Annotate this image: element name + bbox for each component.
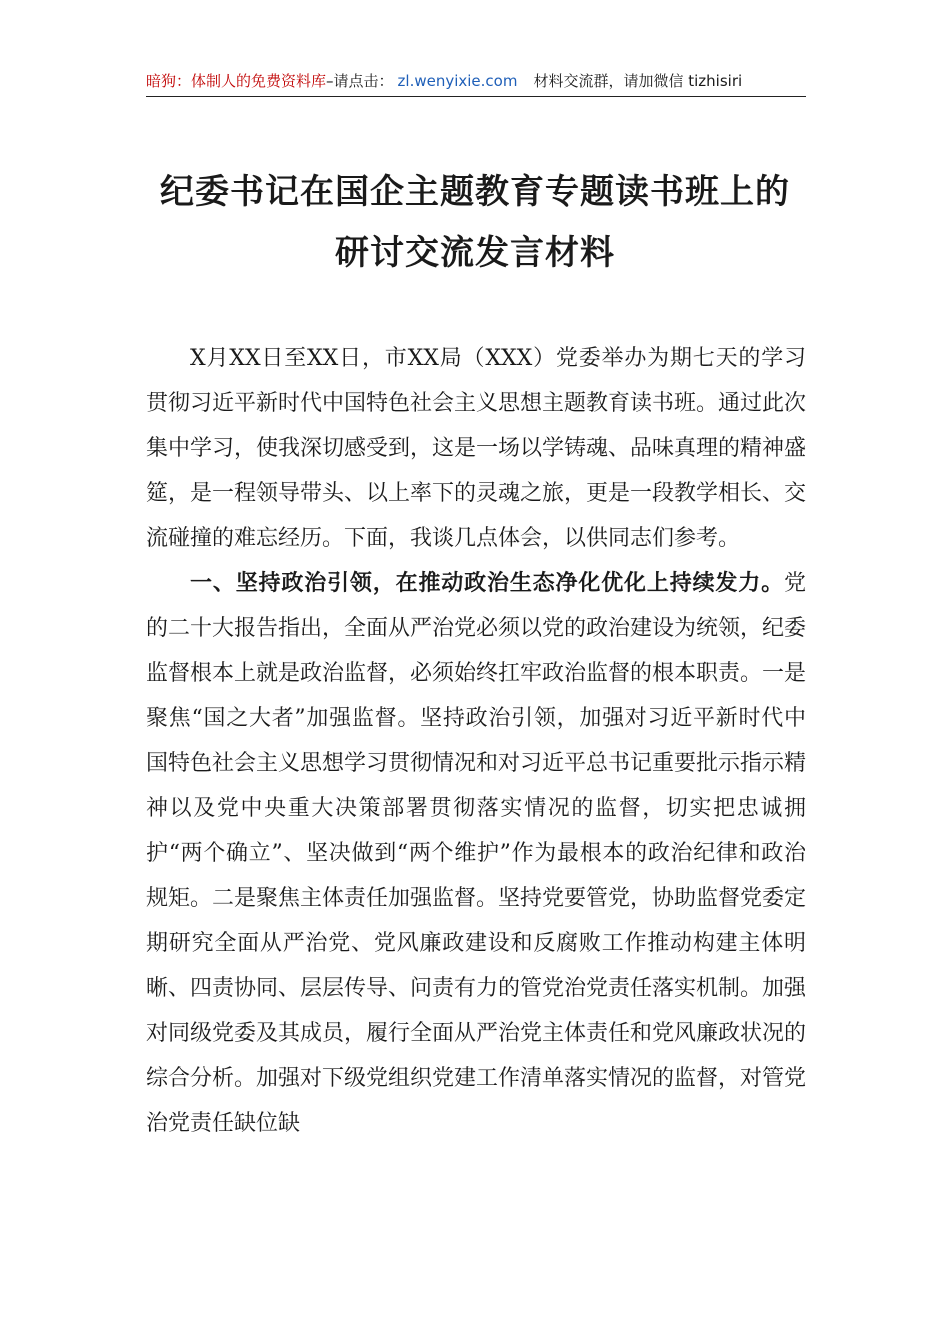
section-1-heading: 一、坚持政治引领，在推动政治生态净化优化上持续发力。 — [190, 571, 784, 596]
document-title-line1: 纪委书记在国企主题教育专题读书班上的 — [160, 172, 790, 212]
section-1-paragraph — [146, 561, 806, 1146]
header-click-prompt: –请点击： — [326, 72, 394, 90]
section-1-body: 党的二十大报告指出，全面从严治党必须以党的政治建设为统领，纪委监督根本上就是政治监督，必须始终扛牢政治监督的根本职责。一是聚焦“国之大者”加强监督。坚持政治引领，加强对习近平新时代中国特色社会主义思想学习贯彻情况和对习近平总书记重要批示指示精神以及党中央重大决策部署贯彻落实情况的监督，切实把忠诚拥护“两个确立”、坚决做到“两个维护”作为最根本的政治纪律和政治规矩。二是聚焦主体责任加强监督。坚持党要管党，协助监督党委定期研究全面从严治党、党风廉政建设和反腐败工作推动构建主体明晰、四责协同、层层传导、问责有力的管党治党责任落实机制。加强对同级党委及其成员，履行全面从严治党主体责任和党风廉政状况的综合分析。加强对下级党组织党建工作清单落实情况的监督，对管党治党责任缺位缺 — [146, 571, 807, 1136]
header-group-note: 材料交流群，请加微信 tizhisiri — [533, 72, 743, 90]
intro-paragraph: X月XX日至XX日，市XX局（XXX）党委举办为期七天的学习贯彻习近平新时代中国特色社会主义思想主题教育读书班。通过此次集中学习，使我深切感受到，这是一场以学铸魂、品味真理的精神盛筵，是一程领导带头、以上率下的灵魂之旅，更是一段教学相长、交流碰撞的难忘经历。下面，我谈几点体会，以供同志们参考。 — [146, 346, 807, 551]
document-body — [146, 336, 806, 1146]
document-title-line2: 研讨交流发言材料 — [335, 233, 615, 273]
watermark-header — [146, 70, 806, 97]
header-site-name: 暗狗：体制人的免费资料库 — [146, 72, 327, 90]
header-url-link[interactable]: zl.wenyixie.com — [397, 72, 518, 90]
